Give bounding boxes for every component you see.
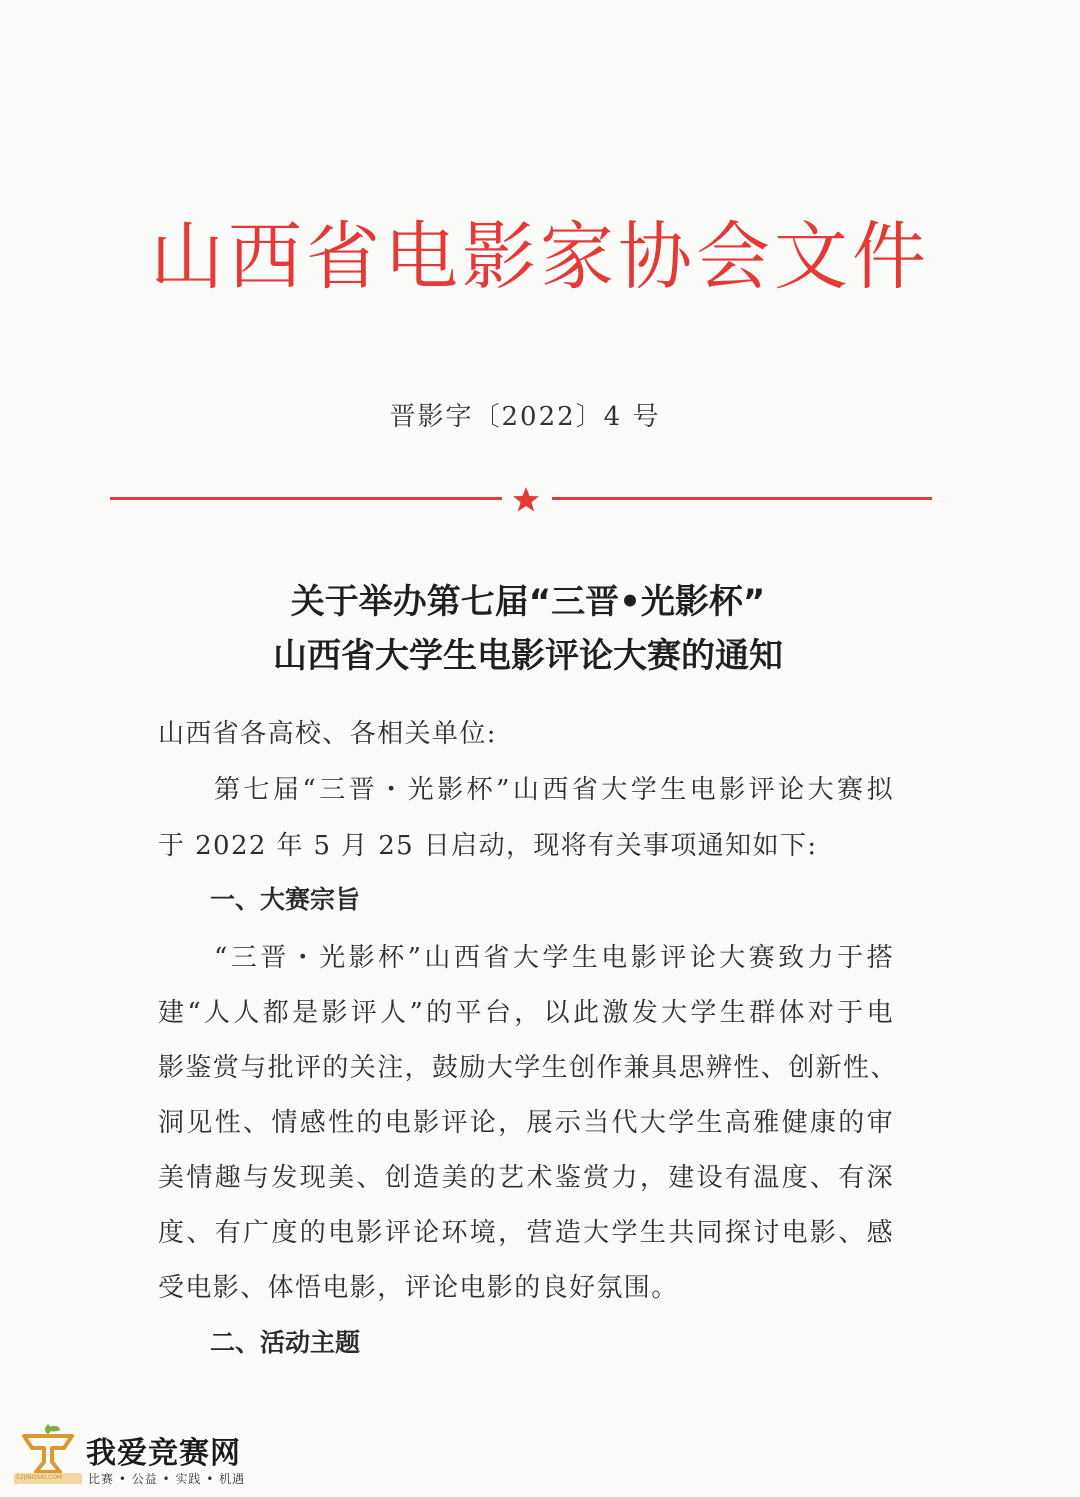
paragraph-line: 度、有广度的电影评论环境，营造大学生共同探讨电影、感	[158, 1218, 894, 1248]
intro-line: 于 2022 年 5 月 25 日启动，现将有关事项通知如下:	[158, 831, 818, 861]
paragraph-line: 洞见性、情感性的电影评论，展示当代大学生高雅健康的审	[158, 1108, 894, 1138]
header-divider-left	[110, 497, 502, 500]
section-heading: 一、大赛宗旨	[210, 885, 361, 914]
paragraph-line: 美情趣与发现美、创造美的艺术鉴赏力，建设有温度、有深	[158, 1163, 894, 1193]
document-number: 晋影字〔2022〕4 号	[389, 402, 661, 432]
intro-line: 第七届“三晋・光影杯”山西省大学生电影评论大赛拟	[214, 775, 894, 805]
paragraph-line: 影鉴赏与批评的关注，鼓励大学生创作兼具思辨性、创新性、	[158, 1053, 898, 1083]
organization-header: 山西省电影家协会文件	[150, 214, 930, 300]
site-watermark	[14, 1422, 264, 1490]
paragraph-line: 受电影、体悟电影，评论电影的良好氛围。	[158, 1273, 679, 1303]
paragraph-line: 建“人人都是影评人”的平台，以此激发大学生群体对于电	[158, 998, 894, 1028]
watermark-site-name: 我爱竞赛网	[86, 1436, 241, 1471]
red-star-icon	[511, 485, 541, 515]
salutation: 山西省各高校、各相关单位:	[158, 719, 497, 749]
paragraph-line: “三晋・光影杯”山西省大学生电影评论大赛致力于搭	[214, 943, 894, 973]
watermark-domain: 52JINGSAI.COM	[16, 1474, 63, 1481]
watermark-tagline: 比赛 • 公益 • 实践 • 机遇	[88, 1472, 246, 1486]
document-title-line-1: 关于举办第七届“三晋•光影杯”	[290, 582, 766, 622]
section-heading: 二、活动主题	[210, 1328, 361, 1357]
document-title-line-2: 山西省大学生电影评论大赛的通知	[273, 636, 783, 676]
header-divider-right	[552, 497, 932, 500]
